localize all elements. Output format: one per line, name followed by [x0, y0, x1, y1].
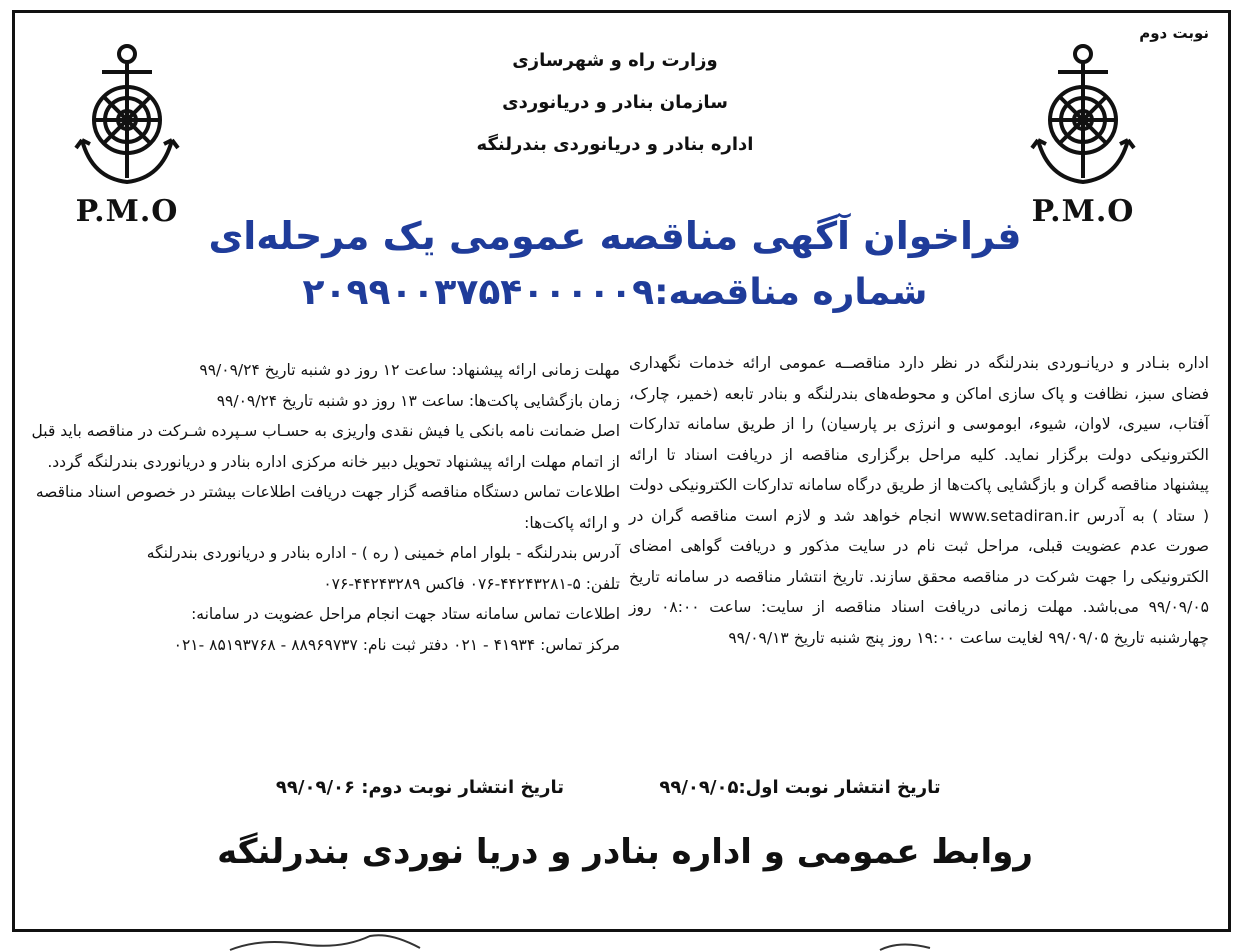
logo-caption: P.M.O — [1031, 194, 1135, 229]
ministry-line: وزارت راه و شهرسازی — [512, 50, 718, 71]
address: آدرس بندرلنگه - بلوار امام خمینی ( ره ) - اداره بنادر و دریانوردی بندرلنگه — [146, 544, 620, 562]
tender-details — [30, 355, 620, 660]
proposal-deadline: مهلت زمانی ارائه پیشنهاد: ساعت ۱۲ روز دو شنبه تاریخ ۹۹/۰۹/۲۴ — [199, 361, 620, 379]
pmo-logo-left — [62, 40, 192, 229]
announcement-title: فراخوان آگهی مناقصه عمومی یک مرحله‌ای — [208, 214, 1022, 258]
contact-heading: اطلاعات تماس دستگاه مناقصه گزار جهت دریافت اطلاعات بیشتر در خصوص اسناد مناقصه و ارائه پاکت‌ها: — [35, 483, 620, 532]
logo-caption: P.M.O — [75, 194, 179, 229]
tender-number: شماره مناقصه:۲۰۹۹۰۰۳۷۵۴۰۰۰۰۰۹ — [302, 272, 928, 313]
anchor-helm-icon — [1028, 40, 1138, 190]
pmo-logo-right — [1018, 40, 1148, 229]
organization-line: سازمان بنادر و دریانوردی — [502, 92, 728, 113]
tender-description — [629, 348, 1209, 653]
anchor-helm-icon — [72, 40, 182, 190]
first-publication-date: تاریخ انتشار نوبت اول:۹۹/۰۹/۰۵ — [659, 777, 941, 798]
phone-fax: تلفن: ۵-۴۴۲۴۳۲۸۱-۰۷۶ فاکس ۴۴۲۴۳۲۸۹-۰۷۶ — [323, 574, 620, 593]
ministry-header — [380, 40, 850, 166]
public-relations-footer: روابط عمومی و اداره بنادر و دریا نوردی بندرلنگه — [217, 832, 1033, 872]
second-publication-date: تاریخ انتشار نوبت دوم: ۹۹/۰۹/۰۶ — [275, 777, 565, 798]
second-round-badge: نوبت دوم — [1139, 24, 1209, 42]
signature-scribble — [0, 930, 1243, 951]
department-line: اداره بنادر و دریانوردی بندرلنگه — [476, 134, 754, 155]
guarantee-note: اصل ضمانت نامه بانکی یا فیش نقدی واریزی به حسـاب سـپرده شـرکت در مناقصه باید قبل از اتمام مهلت ارائه پیشنهاد تحویل دبیر خانه مرکزی اداره بنادر و دریانوردی بندرلنگه گردد. — [31, 422, 620, 471]
setad-contact-numbers: مرکز تماس: ۴۱۹۳۴ - ۰۲۱ دفتر ثبت نام: ۸۸۹۶۹۷۳۷ - ۸۵۱۹۳۷۶۸ -۰۲۱ — [173, 635, 620, 654]
tender-description-text: اداره بنـادر و دریانـوردی بندرلنگه در نظر دارد مناقصــه عمومی ارائه خدمات نگهداری فضای سبز، نظافت و پاک سازی اماکن و محوطه‌های بندرلنگه و بنادر تابعه (خمیر، چارک، آفتاب، سیری، لاوان، شیوء، ابوموسی و انرژی بر پارسیان) را از طریق سامانه تدارکات الکترونیکی دولت برگزار نماید. کلیه مراحل برگزاری مناقصه از دریافت اسناد تا ارائه پیشنهاد مناقصه گران و بازگشایی پاکت‌ها از طریق درگاه سامانه تدارکات الکترونیکی دولت ( ستاد ) به آدرس www.setadiran.ir انجام خواهد شد و لازم است مناقصه گران در صورت عدم عضویت قبلی، مراحل ثبت نام در سایت مذکور و دریافت گواهی امضای الکترونیکی را جهت شرکت در مناقصه محقق سازند. تاریخ انتشار مناقصه در سامانه تاریخ ۹۹/۰۹/۰۵ می‌باشد. مهلت زمانی دریافت اسناد مناقصه از سایت: ساعت ۰۸:۰۰ روز چهارشنبه تاریخ ۹۹/۰۹/۰۵ لغایت ساعت ۱۹:۰۰ روز پنج شنبه تاریخ ۹۹/۰۹/۱۳ — [629, 354, 1209, 647]
opening-time: زمان بازگشایی پاکت‌ها: ساعت ۱۳ روز دو شنبه تاریخ ۹۹/۰۹/۲۴ — [216, 391, 620, 410]
setad-contact-heading: اطلاعات تماس سامانه ستاد جهت انجام مراحل عضویت در سامانه: — [191, 605, 620, 623]
